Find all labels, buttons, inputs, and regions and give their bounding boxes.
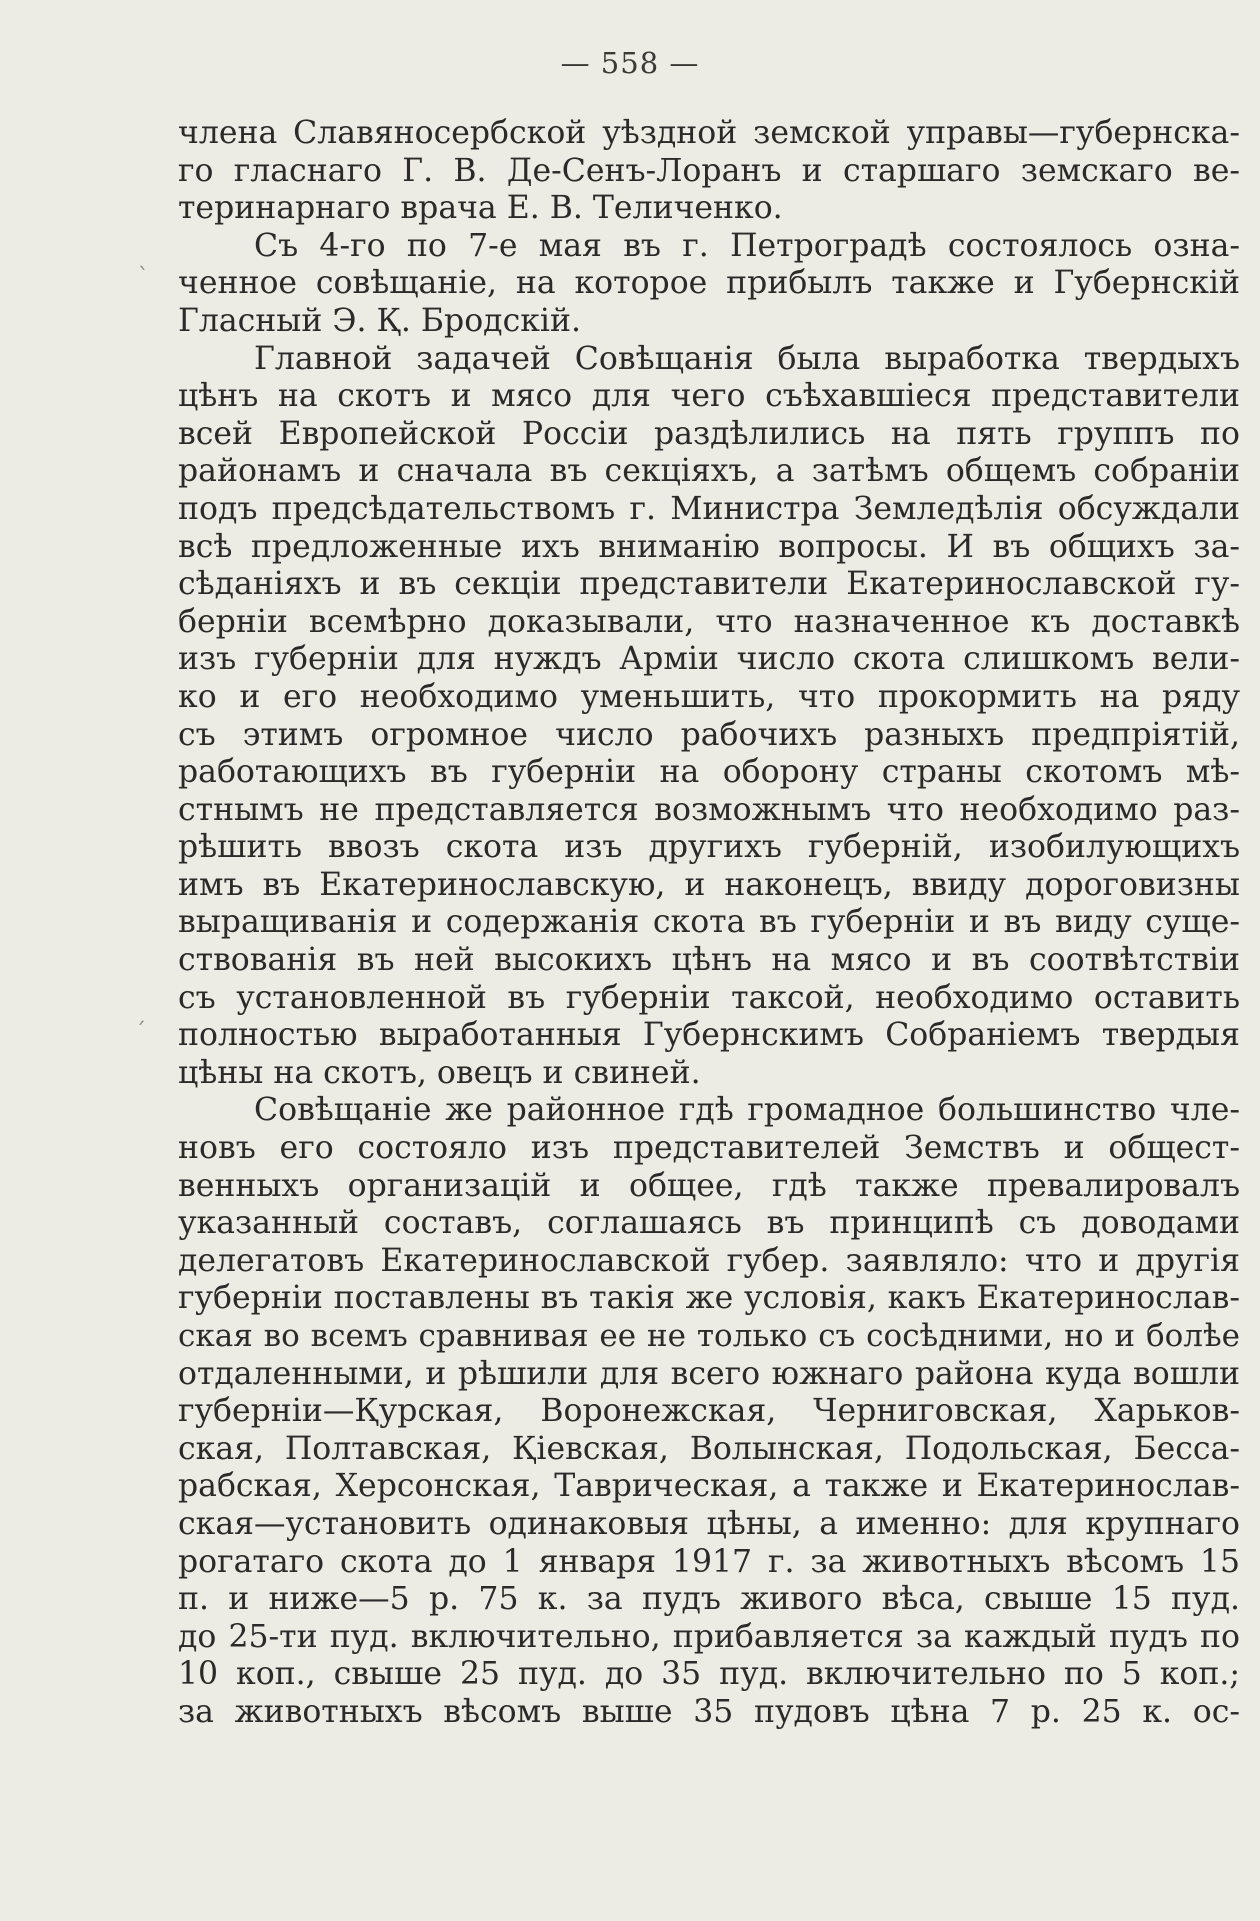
page-number: — 558 — xyxy=(560,46,700,80)
text-line: за животныхъ вѣсомъ выше 35 пудовъ цѣна 7 р. 25 к. ос- xyxy=(178,1693,1240,1730)
text-line: го гласнаго Г. В. Де-Сенъ-Лоранъ и старшаго земскаго ве- xyxy=(178,152,1240,189)
text-line: Гласный Э. Қ. Бродскій. xyxy=(178,302,581,339)
text-line: цѣнъ на скотъ и мясо для чего съѣхавшіеся представители xyxy=(178,378,1240,415)
text-line: имъ въ Екатеринославскую, и наконецъ, ввиду дороговизны xyxy=(178,866,1240,903)
text-line: полностью выработанныя Губернскимъ Собраніемъ твердыя xyxy=(178,1017,1240,1054)
body-text xyxy=(178,115,1240,1732)
text-line: делегатовъ Екатеринославской губер. заявляло: что и другія xyxy=(178,1242,1240,1279)
text-line: Совѣщаніе же районное гдѣ громадное большинство чле- xyxy=(254,1092,1240,1129)
text-line: теринарнаго врача Е. В. Теличенко. xyxy=(178,190,783,227)
paragraph xyxy=(178,341,1240,1093)
text-line: съ установленной въ губерніи таксой, необходимо оставить xyxy=(178,979,1240,1016)
text-line: ская—установить одинаковыя цѣны, а именно: для крупнаго xyxy=(178,1505,1240,1542)
text-line: ко и его необходимо уменьшить, что прокормить на ряду xyxy=(178,678,1240,715)
text-line: ская, Полтавская, Қіевская, Волынская, Подольская, Бесса- xyxy=(178,1430,1240,1467)
margin-mark: ˋ xyxy=(138,265,149,290)
text-line: рѣшить ввозъ скота изъ другихъ губерній, изобилующихъ xyxy=(178,829,1240,866)
text-line: члена Славяносербской уѣздной земской управы—губернска- xyxy=(178,115,1240,151)
text-line: до 25-ти пуд. включительно, прибавляется за каждый пудъ по xyxy=(178,1618,1240,1655)
text-line: выращиванія и содержанія скота въ губерніи и въ виду суще- xyxy=(178,904,1240,941)
text-line: ствованія въ ней высокихъ цѣнъ на мясо и въ соотвѣтствіи xyxy=(178,942,1240,979)
text-line: отдаленными, и рѣшили для всего южнаго района куда вошли xyxy=(178,1355,1240,1392)
text-line: изъ губерніи для нуждъ Арміи число скота слишкомъ вели- xyxy=(178,641,1240,678)
text-line: работающихъ въ губерніи на оборону страны скотомъ мѣ- xyxy=(178,754,1240,791)
paragraph xyxy=(178,1092,1240,1731)
text-line: новъ его состояло изъ представителей Земствъ и общест- xyxy=(178,1130,1240,1167)
text-line: цѣны на скотъ, овецъ и свиней. xyxy=(178,1054,701,1091)
text-line: рогатаго скота до 1 января 1917 г. за животныхъ вѣсомъ 15 xyxy=(178,1543,1240,1580)
text-line: губерніи поставлены въ такія же условія, какъ Екатеринослав- xyxy=(178,1280,1240,1317)
text-line: Съ 4-го по 7-е мая въ г. Петроградѣ состоялось озна- xyxy=(254,227,1240,264)
margin-mark: ˊ xyxy=(135,1020,146,1045)
text-line: подъ предсѣдательствомъ г. Министра Земледѣлія обсуждали xyxy=(178,490,1240,527)
text-line: съ этимъ огромное число рабочихъ разныхъ предпріятій, xyxy=(178,716,1240,753)
paragraph xyxy=(178,228,1240,341)
text-line: сѣданіяхъ и въ секціи представители Екатеринославской гу- xyxy=(178,566,1240,603)
text-line: берніи всемѣрно доказывали, что назначенное къ доставкѣ xyxy=(178,603,1240,640)
text-line: п. и ниже—5 р. 75 к. за пудъ живого вѣса, свыше 15 пуд. xyxy=(178,1581,1240,1618)
text-line: ская во всемъ сравнивая ее не только съ сосѣдними, но и болѣе xyxy=(178,1318,1240,1354)
text-line: указанный составъ, соглашаясь въ принципѣ съ доводами xyxy=(178,1205,1240,1242)
text-line: всей Европейской Россіи раздѣлились на пять группъ по xyxy=(178,415,1240,452)
text-line: районамъ и сначала въ секціяхъ, а затѣмъ общемъ собраніи xyxy=(178,453,1240,490)
text-line: Главной задачей Совѣщанія была выработка твердыхъ xyxy=(254,340,1240,377)
text-line: ченное совѣщаніе, на которое прибылъ также и Губернскій xyxy=(178,265,1240,302)
text-line: 10 коп., свыше 25 пуд. до 35 пуд. включительно по 5 коп.; xyxy=(178,1656,1240,1693)
text-line: губерніи—Қурская, Воронежская, Черниговская, Харьков- xyxy=(178,1393,1240,1430)
text-line: венныхъ организацій и общее, гдѣ также превалировалъ xyxy=(178,1167,1240,1204)
text-line: всѣ предложенные ихъ вниманію вопросы. И въ общихъ за- xyxy=(178,528,1240,565)
text-line: стнымъ не представляется возможнымъ что необходимо раз- xyxy=(178,791,1240,828)
paragraph xyxy=(178,115,1240,228)
text-line: рабская, Херсонская, Таврическая, а также и Екатеринослав- xyxy=(178,1468,1240,1505)
